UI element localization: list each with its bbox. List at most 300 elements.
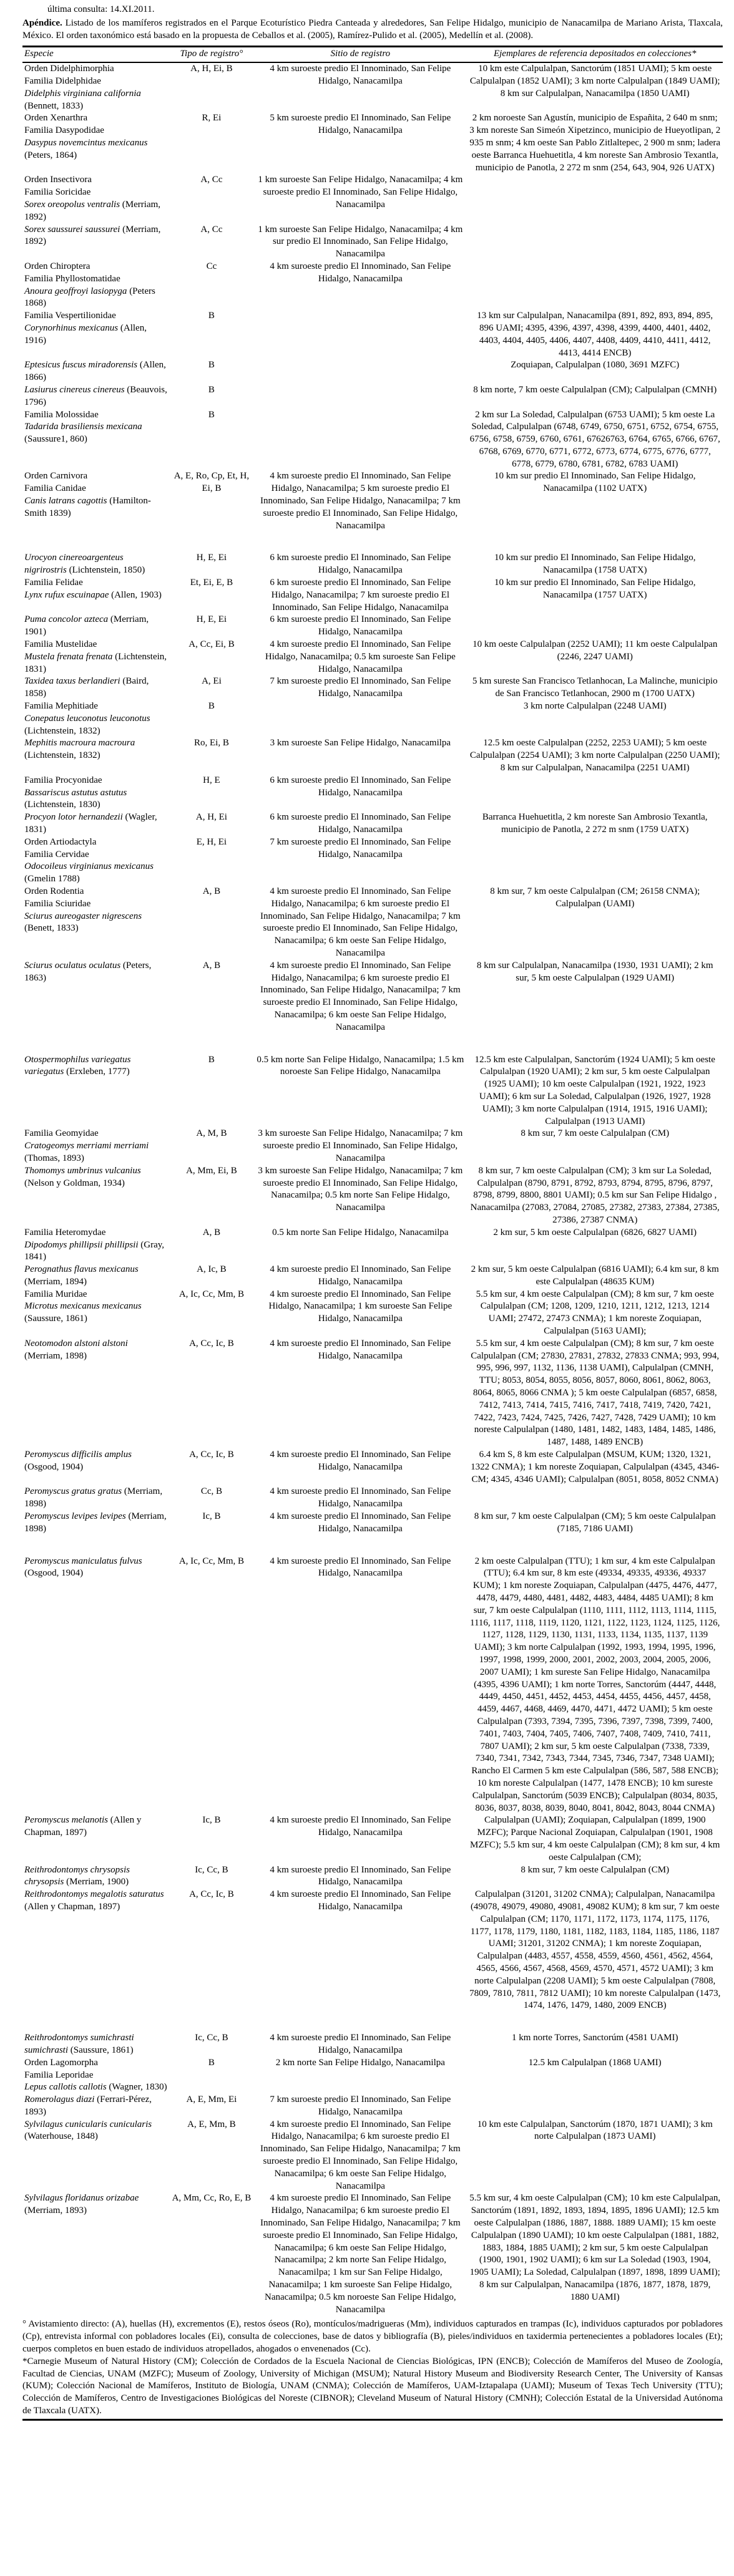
- especie-line: [24, 286, 168, 311]
- especie-line: [24, 273, 168, 286]
- tipo-registro-cell: A, Ic, B: [197, 1264, 227, 1275]
- table-row: [22, 775, 723, 811]
- ejemplares-cell: 13 km sur Calpulalpan, Nanacamilpa (891, 892, 893, 894, 895, 896 UAMI; 4395, 4396, 4397, 4398, 4399, 4400, 4401, 4402, 4403, 4404, 4405, 4406, 4407, 4408, 4409, 4410, 4411, 4412, 4413, 4414 ENCB): [477, 311, 713, 358]
- especie-cell: [22, 886, 170, 960]
- taxon-text: (Peters, 1864): [24, 150, 77, 160]
- tipo-registro-cell: Ro, Ei, B: [194, 738, 229, 748]
- tipo-registro-cell: B: [208, 360, 215, 370]
- taxon-text: Familia Felidae: [24, 578, 83, 588]
- especie-cell: [22, 409, 170, 471]
- tipo-registro-cell: Et, Ei, E, B: [190, 578, 233, 588]
- species-name: Sciurus oculatus oculatus: [24, 960, 121, 971]
- ejemplares-cell: 10 km este Calpulalpan, Sanctorúm (1851 UAMI); 5 km oeste Calpulalpan (1852 UAMI); 3 km norte Calpulalpan (1849 UAMI); 8 km sur Calpulalpan, Nanacamilpa (1850 UAMI): [469, 64, 720, 99]
- table-row: [22, 1289, 723, 1338]
- especie-cell: [22, 811, 170, 836]
- species-name: Odocoileus virginianus mexicanus: [24, 861, 154, 872]
- sitio-registro-cell: [253, 359, 467, 384]
- ejemplares-cell: 5 km sureste San Francisco Tetlanhocan, La Malinche, municipio de San Francisco Tetlanhocan, 2900 m (1700 UATX): [472, 676, 718, 699]
- footnote-tipo-registro: ° Avistamiento directo: (A), huellas (H), excrementos (E), restos óseos (Ro), montículos/madrigueras (Mm), individuos capturados en trampas (Ic), individuos capturados por pobladores (Cp), entrevista informal con pobladores locales (Ei), consulta de colecciones, base de datos y bibliografía (B), pieles/individuos en taxidermia pertenecientes a pobladores locales (Et); cuerpos completos en buen estado de individuos atropellados, ahogados o envenenados (Cc).: [22, 2319, 723, 2355]
- tipo-registro-cell: H, E, Ei: [196, 553, 227, 563]
- taxon-text: (Bennett, 1833): [24, 100, 84, 111]
- ejemplares-cell: 8 km sur, 7 km oeste Calpulalpan (CM): [521, 1128, 670, 1139]
- sitio-registro-cell: 4 km suroeste predio El Innominado, San Felipe Hidalgo, Nanacamilpa; 5 km suroeste predio El Innominado, San Felipe Hidalgo, Nanacamilpa; 7 km suroeste predio El Innominado, San Felipe Hidalgo, Nanacamilpa: [260, 471, 461, 531]
- especie-line: [24, 125, 168, 137]
- consulta-text: última consulta: 14.XI.2011.: [47, 4, 155, 14]
- especie-line: [24, 1227, 168, 1239]
- especie-cell: [22, 261, 170, 310]
- taxon-text: Familia Leporidae: [24, 2070, 94, 2080]
- species-name: Neotomodon alstoni alstoni: [24, 1338, 128, 1349]
- especie-line: [24, 2081, 168, 2094]
- sitio-registro-cell: 6 km suroeste predio El Innominado, San Felipe Hidalgo, Nanacamilpa: [270, 553, 451, 576]
- especie-cell: [22, 1889, 170, 2012]
- table-row: [22, 1814, 723, 1864]
- table-row: [22, 310, 723, 359]
- especie-cell: [22, 675, 170, 700]
- sitio-registro-cell: 4 km suroeste predio El Innominado, San Felipe Hidalgo, Nanacamilpa: [270, 1264, 451, 1287]
- tipo-registro-cell: A, Ic, Cc, Mm, B: [179, 1289, 244, 1299]
- footnotes: [22, 2318, 723, 2420]
- tipo-registro-cell: A, Mm, Ei, B: [186, 1165, 237, 1176]
- tipo-registro-cell: Cc: [206, 261, 217, 271]
- table-row: [22, 614, 723, 639]
- sitio-registro-cell: 7 km suroeste predio El Innominado, San Felipe Hidalgo, Nanacamilpa: [270, 676, 451, 699]
- especie-line: [24, 261, 168, 273]
- species-name: Anoura geoffroyi lasiopyga: [24, 286, 127, 296]
- sitio-registro-cell: 1 km suroeste San Felipe Hidalgo, Nanacamilpa; 4 km suroeste predio El Innominado, San Felipe Hidalgo, Nanacamilpa: [258, 175, 463, 210]
- ejemplares-cell: [467, 614, 723, 639]
- species-name: Thomomys umbrinus vulcanius: [24, 1165, 141, 1176]
- sitio-registro-cell: 4 km suroeste predio El Innominado, San Felipe Hidalgo, Nanacamilpa: [270, 1486, 451, 1509]
- taxon-text: (Merriam, 1898): [24, 1350, 87, 1361]
- especie-line: [24, 886, 168, 898]
- sitio-registro-cell: 4 km suroeste predio El Innominado, San Felipe Hidalgo, Nanacamilpa: [270, 1450, 451, 1472]
- ejemplares-cell: 10 km sur predio El Innominado, San Felipe Hidalgo, Nanacamilpa (1102 UATX): [494, 471, 696, 494]
- especie-line: [24, 137, 168, 162]
- species-name: Sorex saussurei saussurei: [24, 224, 120, 235]
- header-ejemplares: Ejemplares de referencia depositados en colecciones*: [467, 47, 723, 62]
- taxon-text: (Allen, 1866): [24, 360, 166, 383]
- tipo-registro-cell: Ic, B: [202, 1511, 221, 1522]
- appendix-caption: [22, 17, 723, 42]
- species-name: Lepus callotis callotis: [24, 2082, 107, 2093]
- table-row: [22, 675, 723, 700]
- species-name: Mephitis macroura macroura: [24, 738, 135, 748]
- species-name: Dipodomys phillipsii phillipsii: [24, 1239, 139, 1250]
- especie-cell: [22, 639, 170, 675]
- especie-line: [24, 63, 168, 75]
- especie-cell: [22, 1264, 170, 1289]
- ejemplares-cell: Barranca Huehuetitla, 2 km noreste San Ambrosio Texantla, municipio de Panotla, 2 272 m snm (1759 UATX): [482, 812, 708, 835]
- taxon-text: Familia Procyonidae: [24, 775, 102, 785]
- taxon-text: (Saussure, 1861): [68, 2045, 134, 2055]
- ejemplares-cell: 2 km sur La Soledad, Calpulalpan (6753 UAMI); 5 km oeste La Soledad, Calpulalpan (6748, 6749, 6750, 6751, 6752, 6754, 6755, 6756, 6758, 6759, 6760, 6761, 67626763, 6764, 6765, 6766, 6767, 6768, 6769, 6770, 6771, 6772, 6773, 6774, 6775, 6776, 6777, 6778, 6779, 6780, 6781, 6782, 6783 UAMI): [469, 409, 720, 469]
- species-name: Canis latrans cagottis: [24, 496, 107, 506]
- table-row: [22, 224, 723, 261]
- sitio-registro-cell: [253, 310, 467, 359]
- sitio-registro-cell: 4 km suroeste predio El Innominado, San Felipe Hidalgo, Nanacamilpa: [270, 2033, 451, 2055]
- especie-line: [24, 651, 168, 676]
- taxon-text: (Lichtenstein, 1850): [66, 565, 145, 576]
- especie-line: [24, 2070, 168, 2082]
- table-row: [22, 1165, 723, 1227]
- ejemplares-cell: [467, 2094, 723, 2119]
- taxon-text: Orden Lagomorpha: [24, 2057, 98, 2068]
- species-name: Lasiurus cinereus cinereus: [24, 384, 125, 395]
- especie-cell: [22, 1814, 170, 1864]
- species-table-header: [22, 47, 723, 62]
- especie-line: [24, 1556, 168, 1581]
- sitio-registro-cell: 4 km suroeste predio El Innominado, San Felipe Hidalgo, Nanacamilpa: [270, 1889, 451, 1912]
- header-sitio-registro: Sitio de registro: [253, 47, 467, 62]
- especie-line: [24, 1264, 168, 1289]
- taxon-text: Familia Muridae: [24, 1289, 87, 1299]
- sitio-registro-cell: 3 km suroeste San Felipe Hidalgo, Nanacamilpa; 7 km suroeste predio El Innominado, San Felipe Hidalgo, Nanacamilpa; 0.5 km norte San Felipe Hidalgo, Nanacamilpa: [258, 1165, 463, 1213]
- especie-cell: [22, 112, 170, 174]
- especie-cell: [22, 359, 170, 384]
- table-row: [22, 174, 723, 223]
- especie-line: [24, 849, 168, 861]
- taxon-text: Familia Canidae: [24, 483, 86, 494]
- header-tipo-registro: Tipo de registro°: [170, 47, 254, 62]
- ejemplares-cell: 8 km sur, 7 km oeste Calpulalpan (CM): [521, 1864, 670, 1875]
- table-row: [22, 2119, 723, 2193]
- ejemplares-cell: [467, 775, 723, 811]
- especie-cell: [22, 1864, 170, 1889]
- ejemplares-cell: [467, 1486, 723, 1511]
- especie-cell: [22, 836, 170, 886]
- especie-line: [24, 1338, 168, 1363]
- ejemplares-cell: 8 km norte, 7 km oeste Calpulalpan (CM); Calpulalpan (CMNH): [473, 384, 717, 395]
- especie-line: [24, 322, 168, 347]
- especie-line: [24, 495, 168, 520]
- tipo-registro-cell: A, H, Ei, B: [190, 64, 233, 74]
- sitio-registro-cell: 7 km suroeste predio El Innominado, San Felipe Hidalgo, Nanacamilpa: [270, 836, 451, 859]
- taxon-text: Familia Heteromydae: [24, 1227, 106, 1237]
- sitio-registro-cell: 5 km suroeste predio El Innominado, San Felipe Hidalgo, Nanacamilpa: [270, 113, 451, 136]
- species-name: Reithrodontomys chrysopsis chrysopsis: [24, 1864, 130, 1887]
- tipo-registro-cell: B: [208, 311, 215, 321]
- tipo-registro-cell: B: [208, 701, 215, 712]
- especie-line: [24, 1300, 168, 1325]
- especie-line: [24, 1140, 168, 1165]
- tipo-registro-cell: A, M, B: [196, 1128, 227, 1139]
- especie-line: [24, 700, 168, 713]
- taxon-text: (Nelson y Goldman, 1934): [24, 1178, 125, 1188]
- ejemplares-cell: 8 km sur, 7 km oeste Calpulalpan (CM); 5 km oeste Calpulalpan (7185, 7186 UAMI): [474, 1511, 716, 1534]
- taxon-text: Orden Xenarthra: [24, 113, 88, 123]
- tipo-registro-cell: A, Mm, Cc, Ro, E, B: [172, 2193, 252, 2204]
- species-name: Sylvilagus floridanus orizabae: [24, 2193, 139, 2204]
- ejemplares-cell: [467, 261, 723, 310]
- tipo-registro-cell: A, E, Ro, Cp, Et, H, Ei, B: [174, 471, 250, 494]
- ejemplares-cell: 8 km sur, 7 km oeste Calpulalpan (CM); 3 km sur La Soledad, Calpulalpan (8790, 8791, 8792, 8793, 8794, 8795, 8796, 8797, 8798, 8799, 8800, 8801 UAMI); 0.5 km sur San Felipe Hidalgo , Nanacamilpa (27083, 27084, 27085, 27382, 27383, 27384, 27385, 27386, 27387 CNMA): [470, 1165, 720, 1225]
- species-name: Conepatus leuconotus leuconotus: [24, 713, 150, 724]
- ejemplares-cell: Zoquiapan, Calpulalpan (1080, 3691 MZFC): [511, 360, 680, 370]
- tipo-registro-cell: Ic, Cc, B: [195, 1864, 228, 1875]
- table-row: [22, 261, 723, 310]
- ejemplares-cell: [467, 224, 723, 261]
- taxon-text: Familia Vespertilionidae: [24, 311, 116, 321]
- taxon-text: (Lichtenstein, 1832): [24, 725, 100, 736]
- especie-line: [24, 384, 168, 409]
- species-name: Procyon lotor hernandezii: [24, 812, 123, 823]
- sitio-registro-cell: 6 km suroeste predio El Innominado, San Felipe Hidalgo, Nanacamilpa: [270, 775, 451, 798]
- species-name: Puma concolor azteca: [24, 614, 109, 625]
- taxon-text: (Lichtenstein, 1830): [24, 800, 100, 810]
- tipo-registro-cell: Ic, B: [202, 1815, 221, 1826]
- tipo-registro-cell: Cc, B: [200, 1486, 222, 1497]
- table-row: [22, 1486, 723, 1511]
- sitio-registro-cell: 4 km suroeste predio El Innominado, San Felipe Hidalgo, Nanacamilpa: [270, 261, 451, 284]
- especie-line: [24, 911, 168, 936]
- table-row: [22, 1536, 723, 1815]
- taxon-text: Orden Carnivora: [24, 471, 88, 482]
- especie-line: [24, 2032, 168, 2057]
- table-row: [22, 359, 723, 384]
- tipo-registro-cell: A, Cc: [200, 175, 223, 185]
- taxon-text: (Allen y Chapman, 1897): [24, 1901, 120, 1912]
- especie-cell: [22, 174, 170, 223]
- ejemplares-cell: [467, 174, 723, 223]
- taxon-text: (Saussure1, 860): [24, 434, 87, 445]
- tipo-registro-cell: R, Ei: [202, 113, 222, 123]
- especie-cell: [22, 737, 170, 774]
- species-name: Lynx rufux escuinapae: [24, 589, 109, 600]
- table-row: [22, 1864, 723, 1889]
- table-row: [22, 836, 723, 886]
- especie-cell: [22, 1227, 170, 1264]
- taxon-text: (Wagler, 1831): [24, 812, 157, 835]
- especie-cell: [22, 2012, 170, 2057]
- taxon-text: Orden Insectivora: [24, 175, 92, 185]
- species-name: Eptesicus fuscus miradorensis: [24, 360, 138, 370]
- ejemplares-cell: 10 km sur predio El Innominado, San Felipe Hidalgo, Nanacamilpa (1757 UATX): [494, 578, 696, 600]
- ejemplares-cell: 3 km norte Calpulalpan (2248 UAMI): [523, 701, 667, 712]
- especie-cell: [22, 470, 170, 532]
- table-row: [22, 737, 723, 774]
- especie-cell: [22, 960, 170, 1034]
- especie-cell: [22, 2192, 170, 2316]
- sitio-registro-cell: 3 km suroeste San Felipe Hidalgo, Nanacamilpa: [270, 738, 451, 748]
- tipo-registro-cell: B: [208, 1054, 215, 1065]
- sitio-registro-cell: 4 km suroeste predio El Innominado, San Felipe Hidalgo, Nanacamilpa: [270, 1556, 451, 1579]
- especie-line: [24, 2057, 168, 2070]
- table-row: [22, 1034, 723, 1128]
- especie-line: [24, 836, 168, 849]
- sitio-registro-cell: 6 km suroeste predio El Innominado, San Felipe Hidalgo, Nanacamilpa: [270, 614, 451, 637]
- taxon-text: (Osgood, 1904): [24, 1461, 84, 1472]
- especie-line: [24, 1814, 168, 1839]
- sitio-registro-cell: 3 km suroeste San Felipe Hidalgo, Nanacamilpa; 7 km suroeste predio El Innominado, San Felipe Hidalgo, Nanacamilpa: [258, 1128, 463, 1163]
- tipo-registro-cell: A, E, Mm, Ei: [186, 2094, 237, 2105]
- species-table: [22, 46, 723, 2316]
- especie-line: [24, 483, 168, 495]
- taxon-text: (Benett, 1833): [24, 923, 79, 934]
- consulta-note: [22, 4, 723, 16]
- ejemplares-cell: 2 km sur, 5 km oeste Calpulalpan (6826, 6827 UAMI): [493, 1227, 697, 1237]
- especie-cell: [22, 532, 170, 577]
- ejemplares-cell: 5.5 km sur, 4 km oeste Calpulalpan (CM); 8 km sur, 7 km oeste Calpulalpan (CM; 27830, 27831, 27832, 27833 CNMA; 993, 994, 995, 996, 997, 1132, 1136, 1138 UAMI), Calpulalpan (CMNH, TTU; 8053, 8054, 8055, 8056, 8057, 8060, 8061, 8062, 8063, 8064, 8065, 8066 CNMA ); 5 km oeste Calpulalpan (6857, 6858, 7412, 7413, 7414, 7415, 7416, 7417, 7418, 7419, 7420, 7421, 7422, 7423, 7424, 7425, 7426, 7427, 7428, 7429 UAMI); 10 km noreste Calpulalpan (1480, 1481, 1482, 1483, 1484, 1485, 1486, 1487, 1488, 1489 ENCB): [471, 1338, 720, 1448]
- especie-cell: [22, 2094, 170, 2119]
- especie-cell: [22, 2057, 170, 2094]
- footnote-colecciones: *Carnegie Museum of Natural History (CM); Colección de Cordados de la Escuela Nacional de Ciencias Biológicas, IPN (ENCB); Colección de Mamíferos del Museo de Zoología, Facultad de Ciencias, UNAM (MZFC); Museum of Zoology, University of Michigan (MSUM); Natural History Museum and Biodiversity Research Center, The University of Kansas (KUM); Colección Nacional de Mamíferos, Instituto de Biología, UNAM (CNMA); Colección de Mamíferos, UAM-Iztapalapa (UAMI); Museum of Texas Tech University (TTU); Colección de Mamíferos, Centro de Investigaciones Biológicas del Noreste (CIBNOR); Cleveland Museum of Natural History (CMNH); Colección Estatal de la Universidad Autónoma de Tlaxcala (UATX).: [22, 2356, 723, 2416]
- taxon-text: (Beauvois, 1796): [24, 384, 167, 407]
- sitio-registro-cell: 4 km suroeste predio El Innominado, San Felipe Hidalgo, Nanacamilpa; 0.5 km suroeste San Felipe Hidalgo, Nanacamilpa: [265, 639, 456, 674]
- especie-line: [24, 787, 168, 812]
- ejemplares-cell: 12.5 km oeste Calpulalpan (2252, 2253 UAMI); 5 km oeste Calpulalpan (2254 UAMI); 3 km norte Calpulalpan (2250 UAMI); 8 km sur Calpulalpan, Nanacamilpa (2251 UAMI): [469, 738, 720, 773]
- taxon-text: (Gmelin 1788): [24, 874, 80, 884]
- table-row: [22, 886, 723, 960]
- taxon-text: Familia Molossidae: [24, 409, 99, 420]
- taxon-text: (Merriam, 1894): [24, 1276, 87, 1287]
- sitio-registro-cell: 0.5 km norte San Felipe Hidalgo, Nanacamilpa; 1.5 km noroeste San Felipe Hidalgo, Nanacamilpa: [257, 1054, 464, 1077]
- ejemplares-cell: 5.5 km sur, 4 km oeste Calpulalpan (CM); 8 km sur, 7 km oeste Calpulalpan (CM; 1208, 1209, 1210, 1211, 1212, 1213, 1214 UAMI; 27472, 27473 CNMA); 1 km noreste Zoquiapan, Calpulalpan (5163 UAMI);: [476, 1289, 714, 1337]
- especie-line: [24, 174, 168, 186]
- ejemplares-cell: 2 km noroeste San Agustín, municipio de Españita, 2 640 m snm; 3 km noreste San Simeón Xipetzinco, municipio de Hueyotlipan, 2 935 m snm; 4 km oeste San Pablo Zitlaltepec, 2 900 m snm; ladera oeste Barranca Huehuetitla, 4 km noreste San Ambrosio Texantla, municipio de Panotla, 2 272 m snm (254, 643, 904, 926 UATX): [469, 113, 721, 173]
- taxon-text: (Hamilton-Smith 1839): [24, 496, 151, 518]
- especie-cell: [22, 1165, 170, 1227]
- especie-cell: [22, 1511, 170, 1536]
- ejemplares-cell: 8 km sur, 7 km oeste Calpulalpan (CM; 26158 CNMA); Calpulalpan (UAMI): [490, 886, 700, 909]
- taxon-text: (Merriam, 1892): [24, 199, 161, 222]
- taxon-text: (Osgood, 1904): [24, 1568, 84, 1579]
- taxon-text: Orden Rodentia: [24, 886, 84, 896]
- tipo-registro-cell: E, H, Ei: [196, 836, 227, 847]
- especie-cell: [22, 775, 170, 811]
- species-name: Taxidea taxus berlandieri: [24, 676, 120, 687]
- taxon-text: Familia Mustelidae: [24, 639, 97, 650]
- especie-line: [24, 186, 168, 199]
- especie-line: [24, 1239, 168, 1264]
- taxon-text: (Merriam, 1898): [24, 1511, 167, 1534]
- especie-line: [24, 614, 168, 639]
- sitio-registro-cell: 4 km suroeste predio El Innominado, San Felipe Hidalgo, Nanacamilpa; 6 km suroeste predio El Innominado, San Felipe Hidalgo, Nanacamilpa; 7 km suroeste predio El Innominado, San Felipe Hidalgo, Nanacamilpa; 6 km oeste San Felipe Hidalgo, Nanacamilpa: [260, 886, 461, 958]
- table-row: [22, 1338, 723, 1449]
- especie-cell: [22, 1289, 170, 1338]
- especie-cell: [22, 1486, 170, 1511]
- species-name: Reithrodontomys megalotis saturatus: [24, 1889, 164, 1900]
- table-row: [22, 384, 723, 409]
- ejemplares-cell: 12.5 km Calpulalpan (1868 UAMI): [528, 2057, 662, 2068]
- taxon-text: Familia Phyllostomatidae: [24, 273, 120, 284]
- especie-line: [24, 1054, 168, 1079]
- taxon-text: (Lichtenstein, 1831): [24, 651, 167, 674]
- sitio-registro-cell: [253, 409, 467, 471]
- table-row: [22, 62, 723, 112]
- taxon-text: (Merriam, 1892): [24, 224, 161, 247]
- sitio-registro-cell: 6 km suroeste predio El Innominado, San Felipe Hidalgo, Nanacamilpa; 7 km suroeste predio El Innominado, San Felipe Hidalgo, Nanacamilpa: [270, 578, 451, 613]
- especie-line: [24, 1289, 168, 1301]
- especie-cell: [22, 224, 170, 261]
- taxon-text: Familia Cervidae: [24, 849, 89, 859]
- tipo-registro-cell: H, E, Ei: [196, 614, 227, 625]
- species-name: Peromyscus levipes levipes: [24, 1511, 126, 1522]
- tipo-registro-cell: A, Cc, Ic, B: [189, 1450, 234, 1460]
- sitio-registro-cell: 2 km norte San Felipe Hidalgo, Nanacamilpa: [275, 2057, 445, 2068]
- especie-cell: [22, 1128, 170, 1165]
- especie-line: [24, 2094, 168, 2119]
- species-name: Cratogeomys merriami merriami: [24, 1141, 149, 1151]
- taxon-text: Familia Geomyidae: [24, 1128, 99, 1139]
- especie-line: [24, 75, 168, 88]
- especie-line: [24, 470, 168, 483]
- especie-line: [24, 713, 168, 738]
- especie-cell: [22, 384, 170, 409]
- sitio-registro-cell: [253, 700, 467, 737]
- species-name: Peromyscus maniculatus fulvus: [24, 1556, 142, 1566]
- header-especie: Especie: [22, 47, 170, 62]
- especie-cell: [22, 1034, 170, 1128]
- especie-line: [24, 421, 168, 446]
- taxon-text: (Thomas, 1893): [24, 1153, 84, 1163]
- taxon-text: (Peters 1868): [24, 286, 155, 309]
- table-row: [22, 1128, 723, 1165]
- tipo-registro-cell: A, Cc, Ic, B: [189, 1338, 234, 1349]
- ejemplares-cell: 5.5 km sur, 4 km oeste Calpulalpan (CM); 10 km este Calpulalpan, Sanctorúm (1891, 1892, 1893, 1894, 1895, 1896 UAMI); 12.5 km oeste Calpulalpan (1886, 1887, 1888. 1889 UAMI); 15 km oeste Calpulalpan (1890 UAMI); 10 km oeste Calpulalpan (1881, 1882, 1883, 1884, 1885 UAMI); 2 km sur, 5 km oeste Calpulalpan (1900, 1901, 1902 UAMI); 6 km sur La Soledad (1903, 1904, 1905 UAMI); La Soledad, Calpulalpan (1897, 1898, 1899 UAMI); 8 km sur Calpulalpan, Nanacamilpa (1876, 1877, 1878, 1879, 1880 UAMI): [469, 2193, 721, 2302]
- sitio-registro-cell: 4 km suroeste predio El Innominado, San Felipe Hidalgo, Nanacamilpa; 6 km suroeste predio El Innominado, San Felipe Hidalgo, Nanacamilpa; 7 km suroeste predio El Innominado, San Felipe Hidalgo, Nanacamilpa; 6 km oeste San Felipe Hidalgo, Nanacamilpa: [260, 2119, 461, 2191]
- taxon-text: (Merriam, 1900): [64, 1877, 129, 1887]
- species-name: Sorex oreopolus ventralis: [24, 199, 120, 210]
- species-name: Reithrodontomys sumichrasti sumichrasti: [24, 2033, 134, 2055]
- header-row: [22, 47, 723, 62]
- table-row: [22, 2057, 723, 2094]
- species-name: Perognathus flavus mexicanus: [24, 1264, 139, 1275]
- taxon-text: (Lichtenstein, 1832): [24, 750, 100, 761]
- taxon-text: Orden Didelphimorphia: [24, 64, 114, 74]
- species-name: Mustela frenata frenata: [24, 651, 113, 662]
- taxon-text: Familia Mephitiade: [24, 701, 98, 712]
- sitio-registro-cell: 1 km suroeste San Felipe Hidalgo, Nanacamilpa; 4 km sur predio El Innominado, San Felipe Hidalgo, Nanacamilpa: [258, 224, 463, 259]
- especie-cell: [22, 310, 170, 359]
- tipo-registro-cell: Ic, Cc, B: [195, 2033, 228, 2043]
- ejemplares-cell: 10 km oeste Calpulalpan (2252 UAMI); 11 km oeste Calpulalpan (2246, 2247 UAMI): [472, 639, 718, 662]
- species-name: Otospermophilus variegatus variegatus: [24, 1054, 131, 1077]
- ejemplares-cell: Calpulalpan (UAMI); Zoquiapan, Calpulalpan (1899, 1900 MZFC); Parque Nacional Zoquiapan, Calpulalpan (1901, 1908 MZFC); 5.5 km sur, 4 km oeste Calpulalpan (CM); 8 km sur, 4 km oeste Calpulalpan (CM);: [469, 1815, 720, 1862]
- especie-line: [24, 1449, 168, 1474]
- especie-line: [24, 1165, 168, 1190]
- species-name: Bassariscus astutus astutus: [24, 787, 127, 798]
- species-name: Peromyscus gratus gratus: [24, 1486, 122, 1497]
- species-name: Peromyscus difficilis amplus: [24, 1450, 132, 1460]
- table-row: [22, 700, 723, 737]
- table-row: [22, 470, 723, 532]
- especie-line: [24, 589, 168, 602]
- table-row: [22, 1511, 723, 1536]
- sitio-registro-cell: 4 km suroeste predio El Innominado, San Felipe Hidalgo, Nanacamilpa; 6 km suroeste predio El Innominado, San Felipe Hidalgo, Nanacamilpa; 7 km suroeste predio El Innominado, San Felipe Hidalgo, Nanacamilpa; 6 km oeste San Felipe Hidalgo, Nanacamilpa: [260, 960, 461, 1032]
- appendix-caption-text: Listado de los mamíferos registrados en el Parque Ecoturístico Piedra Canteada y alrededores, San Felipe Hidalgo, municipio de Nanacamilpa de Mariano Arista, Tlaxcala, México. El orden taxonómico está basado en la propuesta de Ceballos et al. (2005), Ramírez-Pulido et al. (2005), Medellín et al. (2008).: [22, 17, 723, 41]
- species-name: Tadarida brasiliensis mexicana: [24, 422, 142, 432]
- table-row: [22, 1889, 723, 2012]
- taxon-text: (Waterhouse, 1848): [24, 2131, 98, 2142]
- especie-cell: [22, 1536, 170, 1815]
- especie-line: [24, 224, 168, 249]
- tipo-registro-cell: A, Ic, Cc, Mm, B: [179, 1556, 244, 1566]
- species-name: Didelphis virginiana california: [24, 88, 141, 99]
- especie-line: [24, 1486, 168, 1511]
- taxon-text: Orden Artiodactyla: [24, 836, 97, 847]
- tipo-registro-cell: B: [208, 409, 215, 420]
- especie-line: [24, 2192, 168, 2217]
- especie-line: [24, 1511, 168, 1536]
- especie-line: [24, 811, 168, 836]
- especie-line: [24, 310, 168, 322]
- sitio-registro-cell: 4 km suroeste predio El Innominado, San Felipe Hidalgo, Nanacamilpa; 6 km suroeste predio El Innominado, San Felipe Hidalgo, Nanacamilpa; 7 km suroeste predio El Innominado, San Felipe Hidalgo, Nanacamilpa; 6 km oeste San Felipe Hidalgo, Nanacamilpa; 2 km norte San Felipe Hidalgo, Nanacamilpa; 1 km sur San Felipe Hidalgo, Nanacamilpa; 1 km suroeste San Felipe Hidalgo, Nanacamilpa; 0.5 km noroeste San Felipe Hidalgo, Nanacamilpa: [260, 2193, 461, 2315]
- species-name: Corynorhinus mexicanus: [24, 322, 119, 333]
- especie-line: [24, 112, 168, 125]
- table-row: [22, 577, 723, 614]
- especie-cell: [22, 2119, 170, 2193]
